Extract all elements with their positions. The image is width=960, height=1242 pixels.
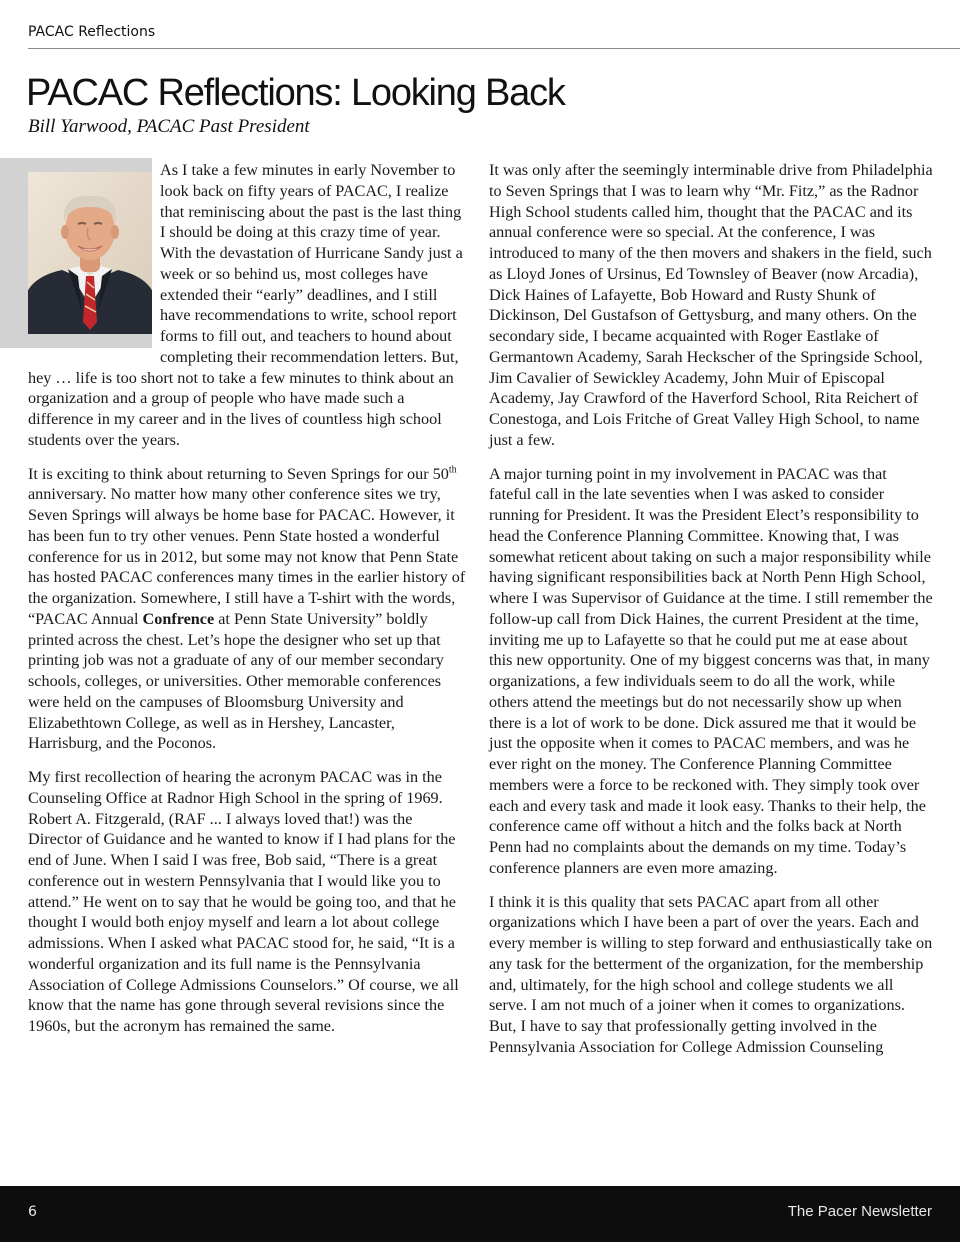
paragraph-1: As I take a few minutes in early November to look back on fifty years of PACAC, I realize that reminiscing about the past is the last thing I should be doing at this crazy time of year. With the devastation of Hurricane Sandy just a week or so behind us, most colleges have extended their “early” deadlines, and I still have recommendations to write, school report forms to fill out, and teachers to hound about completing their recommendation letters. But, hey … life is too short not to take a few minutes to think about an organization and a group of people who have made such a difference in my career and in the lives of countless high school students over the years. [28,161,463,449]
article-column-left [28,160,468,1050]
paragraph-3: My first recollection of hearing the acronym PACAC was in the Counseling Office at Radnor High School in the spring of 1969. Robert A. Fitzgerald, (RAF ... I always loved that!) was the Director of Guidance and he wanted to know if I had plans for the end of June. When I said I was free, Bob said, “There is a great conference out in western Pennsylvania that I would like you to attend.” He went on to say that he would be going too, and that he thought I would both enjoy myself and learn a lot about college admissions. When I asked what PACAC stood for, he said, “It is a wonderful organization and its full name is the Pennsylvania Association of College Admissions Counselors.” Of course, we all know that the name has gone through several revisions since the 1960s, but the acronym has remained the same. [28,768,459,1035]
article-title: PACAC Reflections: Looking Back [26,72,565,114]
page-number: 6 [28,1204,37,1220]
paragraph-5: A major turning point in my involvement in PACAC was that fateful call in the late seventies when I was asked to consider running for President. It was the President Elect’s responsibility to head the Conference Planning Committee. Knowing that, I was somewhat reticent about taking on such a major responsibility while having significant responsibilities back at North Penn High School, where I was Supervisor of Guidance at the time. I still remember the follow-up call from Dick Haines, the current President at the time, inviting me up to Lafayette so that he could put me at ease about this new opportunity. One of my biggest concerns was that, in many organizations, a few individuals seem to do all the work, while others attend the meetings but do not necessarily show up when there is a lot of work to be done. Dick assured me that it would be just the opposite when it comes to PACAC members, and was he ever right on the money. The Conference Planning Committee members were a force to be reckoned with. They simply took over each and every task and made it look easy. Thanks to their help, the conference came off without a hitch and the folks back at North Penn had no complaints about the demands on my time. Today’s conference planners are even more amazing. [489,464,933,877]
paragraph-6: I think it is this quality that sets PACAC apart from all other organizations which I have been a part of over the years. Each and every member is willing to step forward and enthusiastically take on any task for the betterment of the organization, for the membership and, ultimately, for the high school and college students we all serve. I am not much of a joiner when it comes to organizations. But, I have to say that professionally getting involved in the Pennsylvania Association for College Admission Counseling [489,892,933,1056]
article-byline: Bill Yarwood, PACAC Past President [28,116,310,137]
author-photo [28,172,152,334]
author-photo-frame [0,158,152,348]
paragraph-4: It was only after the seemingly interminable drive from Philadelphia to Seven Springs that I was to learn why “Mr. Fitz,” as the Radnor High School students called him, thought that the PACAC and its annual conference were so special. At the conference, I was introduced to many of the then movers and shakers in the field, such as Lloyd Jones of Ursinus, Ed Townsley of Beaver (now Arcadia), Dick Haines of Lafayette, Bob Howard and Rusty Shunk of Dickinson, Del Gustafson of Gettysburg, and many others. On the secondary side, I became acquainted with Roger Eastlake of Germantown Academy, Sarah Heckscher of the Springside School, Jim Cavalier of Sewickley Academy, John Muir of Episcopal Academy, Jay Crawford of the Haverford School, Rita Reichert of Conestoga, and Lois Fritche of Great Valley High School, to name just a few. [489,161,933,449]
article-column-right [489,160,933,1071]
publication-title: The Pacer Newsletter [787,1203,932,1220]
paragraph-2: It is exciting to think about returning to Seven Springs for our 50th anniversary. No matter how many other conference sites we try, Seven Springs will always be home base for PACAC. However, it has been fun to try other venues. Penn State hosted a wonderful conference for us in 2012, but some may not know that Penn State has hosted PACAC conferences many times in the earlier history of the organization. Somewhere, I still have a T-shirt with the words, “PACAC Annual Confrence at Penn State University” boldly printed across the chest. Let’s hope the designer who set up that printing job was not a graduate of any of our member secondary schools, colleges, or universities. Other memorable conferences were held on the campuses of Bloomsburg University and Elizabethtown College, as well as in Hershey, Lancaster, Harrisburg, and the Poconos. [28,464,466,753]
header-divider [28,48,960,49]
running-head: PACAC Reflections [28,24,156,40]
